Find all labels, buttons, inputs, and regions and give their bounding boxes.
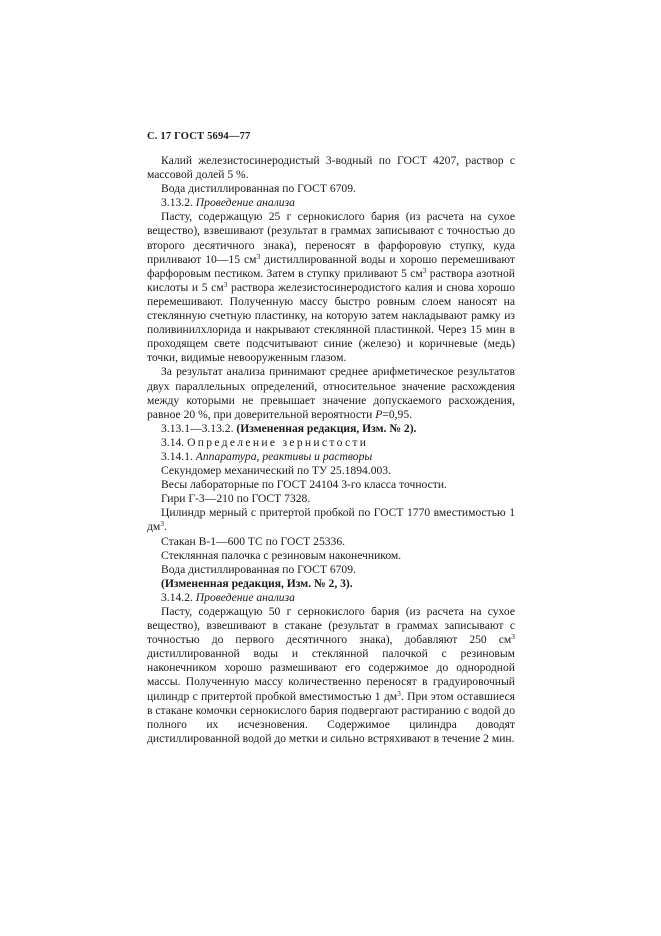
paragraph-glass-rod: Стеклянная палочка с резиновым наконечником.	[161, 548, 402, 562]
section-3-14-2-heading: 3.14.2. Проведение анализа	[161, 590, 295, 604]
paragraph-weights: Гири Г-3—210 по ГОСТ 7328.	[161, 492, 311, 506]
paragraph-stopwatch: Секундомер механический по ТУ 25.1894.003.	[161, 464, 391, 478]
paragraph-revision-note-2: (Измененная редакция, Изм. № 2, 3).	[161, 576, 353, 590]
paragraph-reagent-potassium: Калий железистосинеродистый 3-водный по ГОСТ 4207, раствор с массовой долей 5 %.	[147, 154, 515, 182]
section-3-14-1-heading: 3.14.1. Аппаратура, реактивы и растворы	[161, 449, 373, 463]
section-3-13-2-heading: 3.13.2. Проведение анализа	[161, 196, 295, 210]
section-3-14-heading: 3.14. Определение зернистости	[161, 435, 369, 449]
paragraph-analysis-procedure: Пасту, содержащую 25 г сернокислого бария (из расчета на сухое вещество), взвешивают (результат в граммах записывают с точностью до второго десятичного знака), переносят в фарфоровую ступку, куда приливают 10—15 $см^3$ дистиллированной воды и хорошо перемешивают фарфоровым пестиком. Затем в ступку приливают 5 $см^3$ раствора азотной кислоты и 5 $см^3$ раствора железистосинеродистого калия и снова хорошо перемешивают. Полученную массу быстро ровным слоем наносят на стеклянную счетную пластинку, на которую затем накладывают рамку из поливинилхлорида и накрывают стеклянной пластинкой. Через 15 мин в проходящем свете подсчитывают синие (железо) и коричневые (медь) точки, видимые невооруженным глазом.	[147, 210, 515, 365]
paragraph-revision-note-1: 3.13.1—3.13.2. (Измененная редакция, Изм. № 2).	[161, 421, 417, 435]
paragraph-beaker: Стакан В-1—600 ТС по ГОСТ 25336.	[161, 534, 346, 548]
page-header: С. 17 ГОСТ 5694—77	[147, 131, 251, 142]
document-body	[147, 154, 515, 746]
paragraph-cylinder: Цилиндр мерный с притертой пробкой по ГОСТ 1770 вместимостью 1 $дм^3$.	[147, 506, 515, 534]
paragraph-distilled-water: Вода дистиллированная по ГОСТ 6709.	[161, 182, 356, 196]
paragraph-result: За результат анализа принимают среднее арифметическое результатов двух параллельных определений, относительное значение расхождения между которыми не превышает значение допускаемого расхождения, равное 20 %, при доверительной вероятности P=0,95.	[147, 365, 515, 421]
paragraph-distilled-water-2: Вода дистиллированная по ГОСТ 6709.	[161, 562, 356, 576]
paragraph-scales: Весы лабораторные по ГОСТ 24104 3-го класса точности.	[161, 478, 447, 492]
paragraph-granularity-procedure: Пасту, содержащую 50 г сернокислого бария (из расчета на сухое вещество), взвешивают в стакане (результат в граммах записывают с точностью до первого десятичного знака), добавляют 250 $см^3$ дистиллированной воды и стеклянной палочкой с резиновым наконечником хорошо размешивают его содержимое до однородной массы. Полученную массу количественно переносят в градуировочный цилиндр с притертой пробкой вместимостью 1 $дм^3$. При этом оставшиеся в стакане комочки сернокислого бария подвергают растиранию с водой до полного их исчезновения. Содержимое цилиндра доводят дистиллированной водой до метки и сильно встряхивают в течение 2 мин.	[147, 605, 515, 745]
